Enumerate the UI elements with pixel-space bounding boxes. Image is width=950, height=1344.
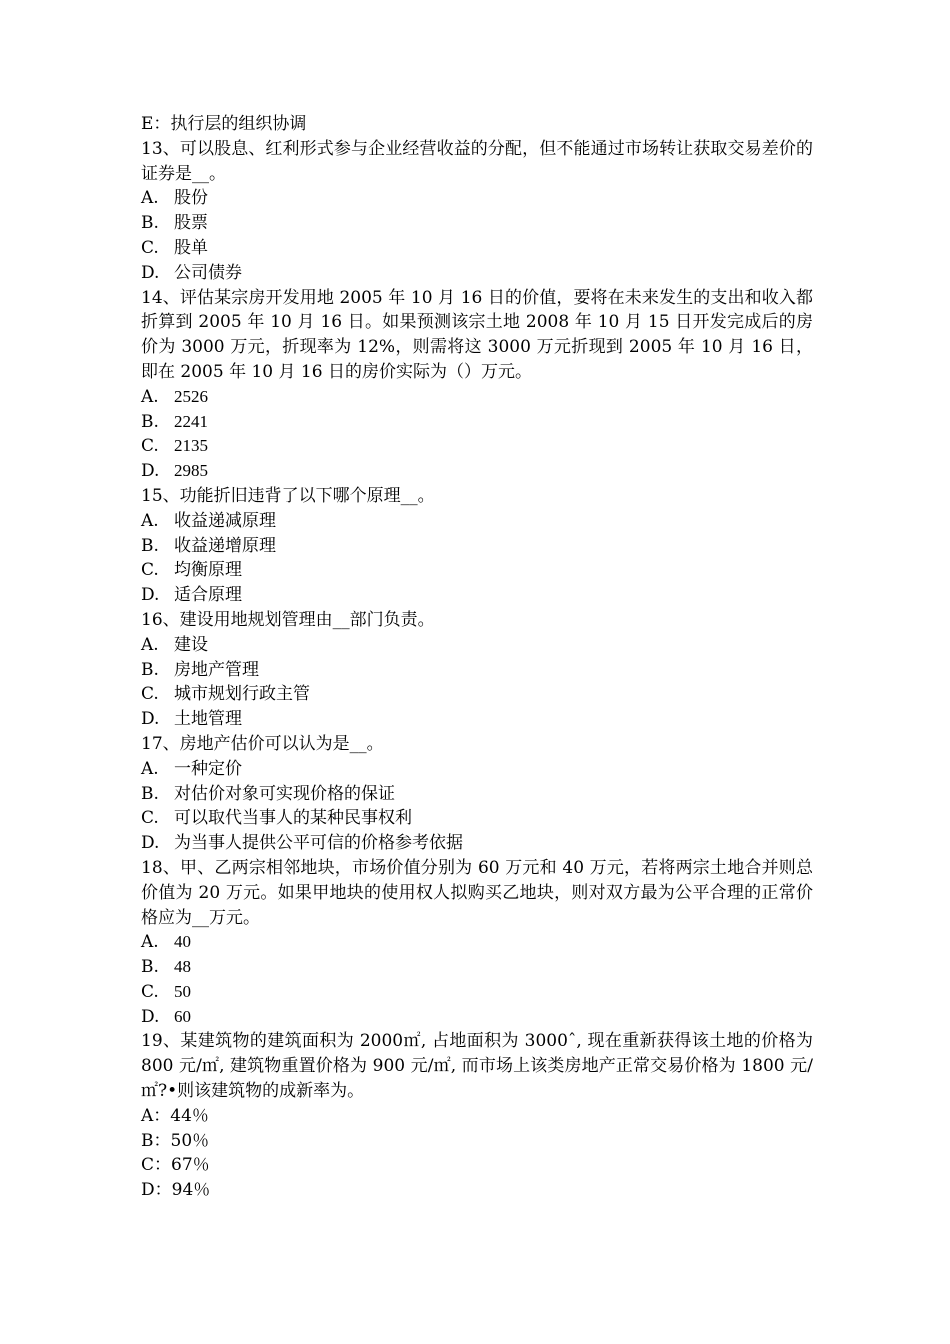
option-letter: C. <box>141 808 159 829</box>
question-14-option-b <box>141 410 813 435</box>
option-letter: D. <box>141 262 160 283</box>
question-19-option-a <box>141 1104 813 1129</box>
option-text: 股票 <box>174 213 208 234</box>
question-13-stem: 13、可以股息、红利形式参与企业经营收益的分配，但不能通过市场转让获取交易差价的证券是__。 <box>141 138 813 184</box>
question-17-option-b <box>141 782 813 807</box>
option-letter: A. <box>141 932 159 953</box>
question-19-stem: 19、某建筑物的建筑面积为 2000㎡, 占地面积为 3000ˆ, 现在重新获得该土地的价格为 800 元/㎡, 建筑物重置价格为 900 元/㎡, 而市场上该类房地产正常交易价格为 1800 元/㎡?•则该建筑物的成新率为。 <box>141 1031 813 1102</box>
question-14-stem: 14、评估某宗房开发用地 2005 年 10 月 16 日的价值，要将在未来发生的支出和收入都折算到 2005 年 10 月 16 日。如果预测该宗土地 2008 年 10 月 15 日开发完成后的房价为 3000 万元，折现率为 12%，则需将这 3000 万元折现到 2005 年 10 月 16 日，即在 2005 年 10 月 16 日的房价实际为（）万元。 <box>141 287 813 382</box>
option-letter: D. <box>141 833 160 854</box>
option-text: 一种定价 <box>174 758 242 779</box>
question-18-option-d <box>141 1005 813 1030</box>
question-15-option-c <box>141 558 813 583</box>
option-text: 对估价对象可实现价格的保证 <box>174 783 395 804</box>
option-letter: D： <box>141 1180 172 1201</box>
question-18-stem: 18、甲、乙两宗相邻地块，市场价值分别为 60 万元和 40 万元，若将两宗土地合并则总价值为 20 万元。如果甲地块的使用权人拟购买乙地块，则对双方最为公平合理的正常价格应为__万元。 <box>141 857 813 928</box>
question-14-option-c <box>141 434 813 459</box>
option-letter: B. <box>141 535 159 556</box>
option-letter: B. <box>141 783 159 804</box>
question-15-option-a <box>141 509 813 534</box>
option-letter: D. <box>141 709 160 730</box>
option-letter: D. <box>141 1006 160 1027</box>
question-15-stem: 15、功能折旧违背了以下哪个原理__。 <box>141 485 435 506</box>
option-letter: C： <box>141 1155 172 1176</box>
question-16-option-d <box>141 707 813 732</box>
option-letter: B. <box>141 957 159 978</box>
option-letter: A. <box>141 386 159 407</box>
option-text: 2985 <box>174 461 208 481</box>
option-text: 房地产管理 <box>174 659 259 680</box>
option-text: 94％ <box>171 1180 211 1201</box>
option-text: 50 <box>174 981 191 1001</box>
option-text: 50％ <box>170 1130 210 1151</box>
option-text: 44％ <box>170 1105 209 1126</box>
option-letter: B. <box>141 659 159 680</box>
question-13-option-a <box>141 186 813 211</box>
question-15-option-b <box>141 534 813 559</box>
option-letter: C. <box>141 684 159 705</box>
option-text: 2135 <box>174 436 208 456</box>
option-letter: C. <box>141 436 159 457</box>
option-text: 2241 <box>174 411 208 431</box>
option-letter: A. <box>141 510 159 531</box>
option-letter: B. <box>141 213 159 234</box>
option-text: 67％ <box>171 1155 210 1176</box>
question-17-stem: 17、房地产估价可以认为是__。 <box>141 733 384 754</box>
option-letter: A： <box>141 1105 171 1126</box>
question-19-option-b <box>141 1129 813 1154</box>
question-13-option-c <box>141 236 813 261</box>
option-text: 城市规划行政主管 <box>174 684 310 705</box>
question-16-option-b <box>141 658 813 683</box>
option-text: 公司债券 <box>174 262 242 283</box>
question-16-stem: 16、建设用地规划管理由__部门负责。 <box>141 609 435 630</box>
question-16-option-c <box>141 682 813 707</box>
option-text: 均衡原理 <box>174 560 242 581</box>
option-letter: D. <box>141 585 160 606</box>
option-letter: B. <box>141 411 159 432</box>
option-text: 适合原理 <box>174 585 242 606</box>
option-text: 可以取代当事人的某种民事权利 <box>174 808 412 829</box>
question-16-option-a <box>141 633 813 658</box>
option-letter: B： <box>141 1130 171 1151</box>
lead-line: E：执行层的组织协调 <box>141 114 307 134</box>
question-19-option-d <box>141 1178 813 1203</box>
question-17-option-c <box>141 806 813 831</box>
option-text: 收益递减原理 <box>174 510 276 531</box>
option-text: 收益递增原理 <box>174 535 276 556</box>
question-18-option-c <box>141 980 813 1005</box>
option-letter: C. <box>141 560 159 581</box>
option-text: 土地管理 <box>174 709 242 730</box>
question-15-option-d <box>141 583 813 608</box>
option-text: 40 <box>174 932 191 952</box>
option-letter: A. <box>141 634 159 655</box>
question-14-option-a <box>141 385 813 410</box>
question-19-option-c <box>141 1153 813 1178</box>
question-18-option-a <box>141 930 813 955</box>
option-text: 60 <box>174 1006 191 1026</box>
question-17-option-d <box>141 831 813 856</box>
option-text: 股份 <box>174 188 208 209</box>
question-13-option-b <box>141 211 813 236</box>
option-text: 建设 <box>174 634 208 655</box>
option-letter: A. <box>141 758 159 779</box>
option-text: 股单 <box>174 237 208 258</box>
option-letter: C. <box>141 981 159 1002</box>
option-text: 为当事人提供公平可信的价格参考依据 <box>174 833 463 854</box>
option-text: 48 <box>174 957 191 977</box>
question-17-option-a <box>141 757 813 782</box>
option-letter: A. <box>141 188 159 209</box>
document-body <box>141 112 813 1203</box>
option-letter: D. <box>141 461 160 482</box>
question-18-option-b <box>141 955 813 980</box>
option-letter: C. <box>141 237 159 258</box>
option-text: 2526 <box>174 386 208 406</box>
question-14-option-d <box>141 459 813 484</box>
question-13-option-d <box>141 261 813 286</box>
